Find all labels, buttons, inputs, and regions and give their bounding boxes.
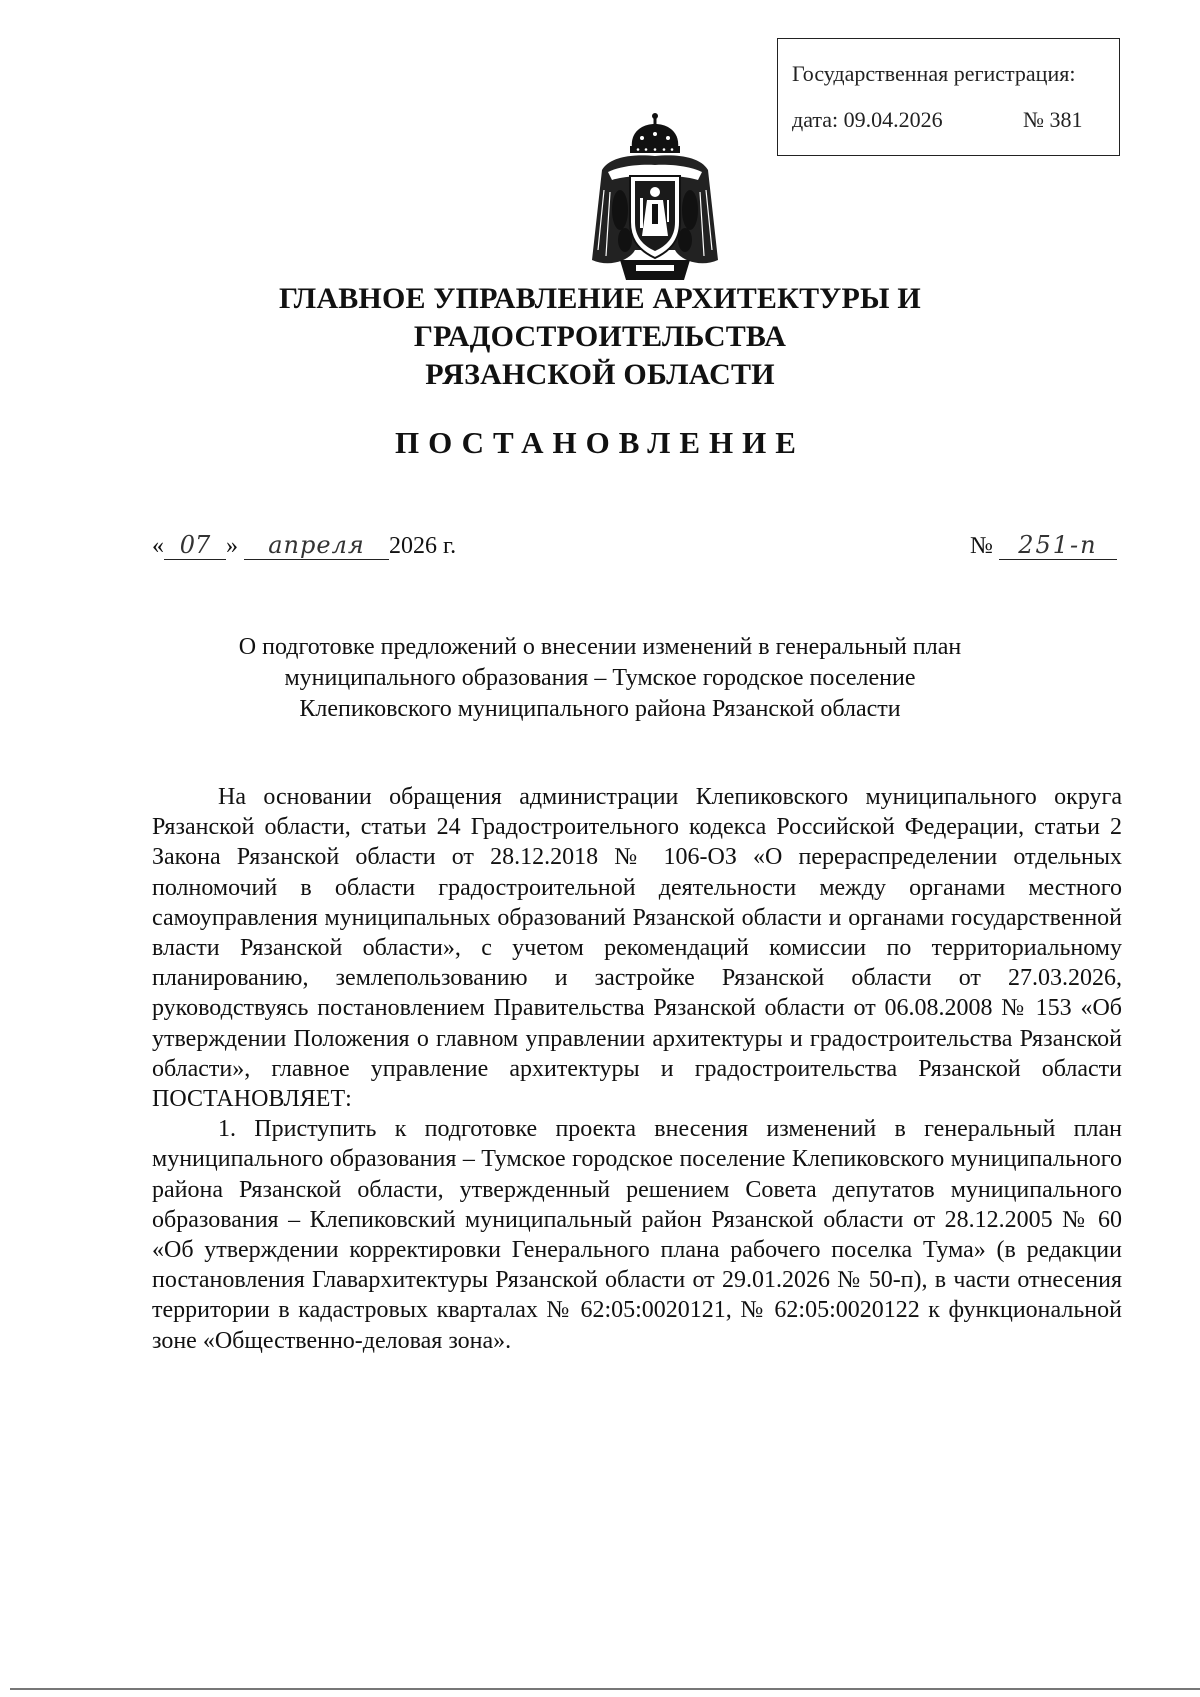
ryazan-coat-of-arms-icon [580,110,730,285]
registration-date: дата: 09.04.2026 [792,107,943,132]
registration-stamp [777,38,1120,156]
document-date [152,531,456,560]
document-number [970,531,1117,560]
organization-name [100,280,1100,394]
date-day-handwritten: 07 [164,531,226,560]
date-open-quote: « [152,533,164,559]
organization-name-line2: РЯЗАНСКОЙ ОБЛАСТИ [425,358,775,391]
page-bottom-edge [10,1688,1200,1690]
document-body [152,782,1122,1356]
body-paragraph-item-1: 1. Приступить к подготовке проекта внесения изменений в генеральный план муниципального образования – Тумское городское поселение Клепиковского муниципального района Рязанской области, утвержденный решением Совета депутатов муниципального образования – Клепиковский муниципальный район Рязанской области от 28.12.2005 № 60 «Об утверждении корректировки Генерального плана рабочего поселка Тума» (в редакции постановления Главархитектуры Рязанской области от 29.01.2026 № 50-п), в части отнесения территории в кадастровых кварталах № 62:05:0020121, № 62:05:0020122 к функциональной зоне «Общественно-деловая зона». [152,1116,1122,1354]
date-year: 2026 г. [389,533,457,559]
date-close-quote: » [226,533,238,559]
subject-line1: О подготовке предложений о внесении изменений в генеральный план [238,634,962,660]
body-paragraph-preamble: На основании обращения администрации Клепиковского муниципального округа Рязанской области, статьи 24 Градостроительного кодекса Российской Федерации, статьи 2 Закона Рязанской области от 28.12.2018 № 106-ОЗ «О перераспределении отдельных полномочий в области градостроительной деятельности между органами местного самоуправления муниципальных образований Рязанской области и органами государственной власти Рязанской области», с учетом рекомендаций комиссии по территориальному планированию, землепользованию и застройке Рязанской области от 27.03.2026, руководствуясь постановлением Правительства Рязанской области от 06.08.2008 № 153 «Об утверждении Положения о главном управлении архитектуры и градостроительства Рязанской области», главное управление архитектуры и градостроительства Рязанской области ПОСТАНОВЛЯЕТ: [152,784,1122,1113]
document-number-handwritten: 251-п [999,531,1117,560]
document-subject [150,632,1050,725]
organization-name-line1: ГЛАВНОЕ УПРАВЛЕНИЕ АРХИТЕКТУРЫ И ГРАДОСТРОИТЕЛЬСТВА [279,282,921,353]
date-month-handwritten: апреля [244,531,389,560]
document-type: ПОСТАНОВЛЕНИЕ [395,425,805,460]
subject-line2: муниципального образования – Тумское городское поселение [284,665,916,691]
subject-line3: Клепиковского муниципального района Рязанской области [299,696,901,722]
document-number-prefix: № [970,533,993,559]
registration-number: № 381 [1023,107,1083,132]
registration-title: Государственная регистрация: [792,61,1076,86]
